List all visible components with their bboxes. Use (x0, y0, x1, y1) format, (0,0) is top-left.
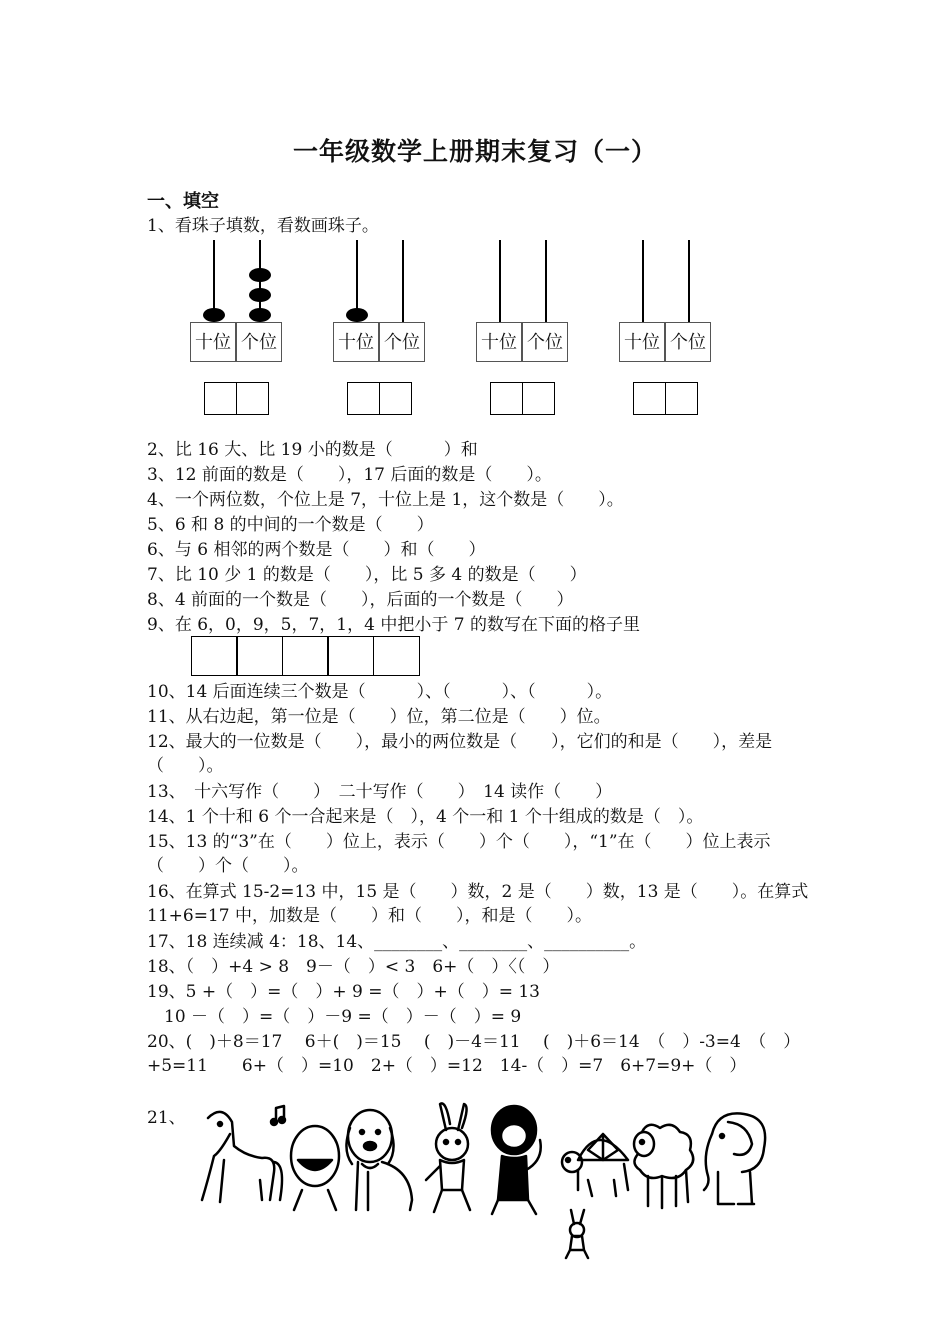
question-10: 10、14 后面连续三个数是（ ）、（ ）、（ ）。 (147, 682, 613, 702)
answer-box-tens[interactable] (347, 382, 380, 415)
bead (249, 288, 271, 302)
animals-illustration (190, 1100, 770, 1260)
dog-icon (346, 1110, 412, 1210)
question-2: 2、比 16 大、比 19 小的数是（ ）和 (147, 440, 478, 460)
answer-box-ones[interactable] (665, 382, 698, 415)
rabbit-icon (426, 1103, 470, 1212)
small-rabbit-icon (566, 1210, 588, 1258)
bead (346, 308, 368, 322)
question-8: 8、4 前面的一个数是（ ），后面的一个数是（ ） (147, 590, 574, 610)
question-17: 17、18 连续减 4：18、14、________、________、__________。 (147, 932, 647, 952)
horse-icon (202, 1112, 282, 1202)
ones-label: 个位 (665, 322, 711, 362)
question-3: 3、12 前面的数是（ ），17 后面的数是（ ）。 (147, 465, 552, 485)
question-19: 19、5 +（ ）=（ ）+ 9 =（ ）+（ ）= 13 (147, 982, 540, 1002)
question-18: 18、（ ）+4 > 8 9－（ ）< 3 6+（ ）〈（ ） (147, 957, 560, 977)
section-heading: 一、填空 (147, 191, 219, 212)
answer-box-tens[interactable] (204, 382, 237, 415)
answer-grid (192, 636, 420, 676)
grid-cell[interactable] (191, 636, 238, 676)
answer-box-tens[interactable] (490, 382, 523, 415)
abacus-4 (619, 240, 719, 420)
tens-label: 十位 (333, 322, 379, 362)
ones-label: 个位 (236, 322, 282, 362)
question-14: 14、1 个十和 6 个一合起来是（ ），4 个一和 1 个十组成的数是（ ）。 (147, 807, 704, 827)
question-5: 5、6 和 8 的中间的一个数是（ ） (147, 515, 434, 535)
grid-cell[interactable] (282, 636, 329, 676)
question-12: 12、最大的一位数是（ ），最小的两位数是（ ），它们的和是（ ），差是（ ）。 (147, 732, 773, 776)
page-title: 一年级数学上册期末复习（一） (292, 137, 657, 166)
question-6: 6、与 6 相邻的两个数是（ ）和（ ） (147, 540, 486, 560)
answer-box-ones[interactable] (522, 382, 555, 415)
bead (249, 268, 271, 282)
bead (249, 308, 271, 322)
sheep-icon (634, 1125, 693, 1208)
tens-label: 十位 (190, 322, 236, 362)
abacus-2 (333, 240, 433, 420)
question-21: 21、 (147, 1108, 186, 1128)
question-7: 7、比 10 少 1 的数是（ ），比 5 多 4 的数是（ ） (147, 565, 587, 585)
elephant-icon (704, 1113, 765, 1204)
answer-box-ones[interactable] (379, 382, 412, 415)
question-15: 15、13 的“3”在（ ）位上，表示（ ）个（ ），“1”在（ ）位上表示（ ）个（ ）。 (147, 832, 771, 876)
ones-label: 个位 (379, 322, 425, 362)
tens-label: 十位 (619, 322, 665, 362)
bead (203, 308, 225, 322)
question-1: 1、看珠子填数，看数画珠子。 (147, 216, 379, 236)
answer-box-ones[interactable] (236, 382, 269, 415)
abacus-3 (476, 240, 576, 420)
question-9: 9、在 6，0，9，5，7，1，4 中把小于 7 的数写在下面的格子里 (147, 615, 640, 635)
monkey-icon (492, 1106, 541, 1214)
grid-cell[interactable] (373, 636, 420, 676)
question-19b: 10 －（ ）=（ ）－9 =（ ）－（ ）= 9 (147, 1007, 522, 1027)
grid-cell[interactable] (236, 636, 283, 676)
ones-label: 个位 (522, 322, 568, 362)
tens-label: 十位 (476, 322, 522, 362)
question-11: 11、从右边起，第一位是（ ）位，第二位是（ ）位。 (147, 707, 611, 727)
question-4: 4、一个两位数，个位上是 7，十位上是 1，这个数是（ ）。 (147, 490, 624, 510)
turtle-icon (562, 1134, 628, 1196)
question-20: 20、( )＋8＝17 6＋( )＝15 ( )－4＝11 ( )＋6＝14 （ ）-3=4 （ ）+5=11 6+（ ）=10 2+（ ）=12 14-（ ）=7 6+7=9+（ ） (147, 1032, 801, 1076)
question-13: 13、 十六写作（ ） 二十写作（ ） 14 读作（ ） (147, 782, 613, 802)
question-16: 16、在算式 15-2=13 中，15 是（ ）数，2 是（ ）数，13 是（ ）。在算式 11+6=17 中，加数是（ ）和（ ），和是（ ）。 (147, 882, 809, 926)
abacus-1 (190, 240, 290, 420)
grid-cell[interactable] (327, 636, 374, 676)
answer-box-tens[interactable] (633, 382, 666, 415)
